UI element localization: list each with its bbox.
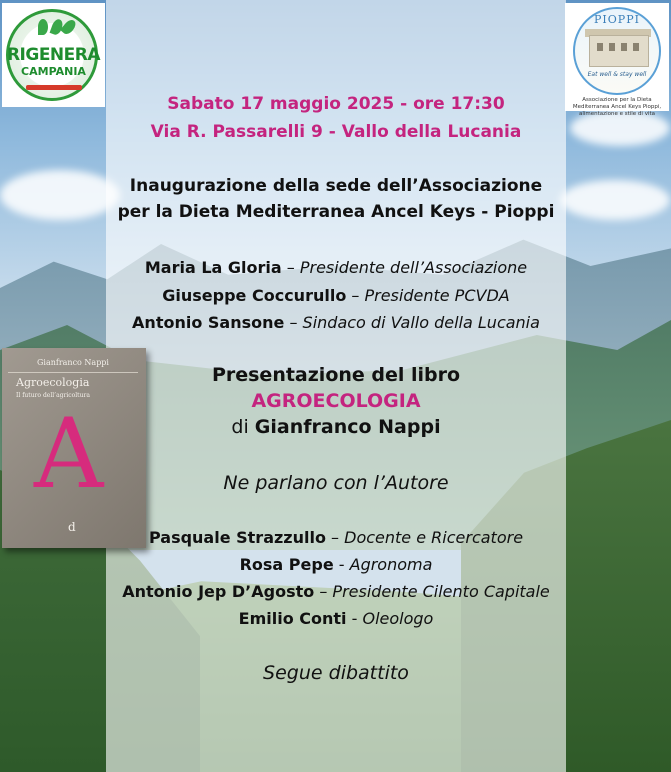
author-name: Gianfranco Nappi xyxy=(254,416,441,438)
window xyxy=(621,43,627,51)
book-cover-subtitle: Il futuro dell’agricoltura xyxy=(16,392,90,399)
speaker-separator: – xyxy=(325,528,345,547)
speaker-role: Agronoma xyxy=(349,555,433,574)
speaker-separator: – xyxy=(314,582,333,601)
book-author-line xyxy=(106,416,566,438)
speaker-separator: – xyxy=(284,313,303,332)
logo-slogan: Eat well & stay well xyxy=(587,71,647,78)
building-icon xyxy=(589,35,649,67)
cloud xyxy=(560,180,670,220)
event-address: Via R. Passarelli 9 - Vallo della Lucania xyxy=(150,122,522,142)
book-cover-rule xyxy=(8,372,138,373)
speaker-name: Antonio Sansone xyxy=(132,313,285,332)
book-title: AGROECOLOGIA xyxy=(251,390,421,412)
speaker-role: Presidente dell’Associazione xyxy=(299,258,528,277)
speaker-line xyxy=(106,555,566,574)
leaf-icon xyxy=(38,19,48,35)
speaker-role: Oleologo xyxy=(362,609,434,628)
speaker-role: Sindaco di Vallo della Lucania xyxy=(302,313,540,332)
speaker-role: Docente e Ricercatore xyxy=(344,528,524,547)
speaker-role: Presidente Cilento Capitale xyxy=(332,582,550,601)
speaker-name: Rosa Pepe xyxy=(239,555,334,574)
window xyxy=(633,43,639,51)
inauguration-line-2: per la Dieta Mediterranea Ancel Keys - Pioppi xyxy=(117,202,555,222)
book-cover-author: Gianfranco Nappi xyxy=(37,358,109,367)
cloud xyxy=(0,170,120,220)
speaker-separator: - xyxy=(333,555,350,574)
book-cover xyxy=(2,348,146,548)
logo-red-bar xyxy=(26,85,82,90)
logo-text-pioppi: PIOPPI xyxy=(594,13,640,26)
closing-note: Segue dibattito xyxy=(263,662,409,684)
speaker-name: Antonio Jep D’Agosto xyxy=(122,582,315,601)
speaker-line xyxy=(106,528,566,547)
publisher-mark: d xyxy=(68,520,76,534)
inauguration-line-1: Inaugurazione della sede dell’Associazione xyxy=(129,176,543,196)
logo-text-rigenera: RIGENERA xyxy=(6,45,101,65)
speaker-name: Maria La Gloria xyxy=(144,258,282,277)
speaker-line xyxy=(106,286,566,305)
speaker-role: Presidente PCVDA xyxy=(364,286,510,305)
pioppi-association-logo xyxy=(565,3,669,117)
speaker-name: Emilio Conti xyxy=(238,609,347,628)
logo-circle xyxy=(573,7,661,95)
discussion-intro: Ne parlano con l’Autore xyxy=(223,472,449,494)
speaker-line xyxy=(106,313,566,332)
speaker-line xyxy=(106,582,566,601)
speaker-separator: – xyxy=(346,286,365,305)
speaker-name: Pasquale Strazzullo xyxy=(148,528,326,547)
book-cover-letter: A xyxy=(34,398,104,510)
text-panel xyxy=(106,0,566,772)
speaker-name: Giuseppe Coccurullo xyxy=(162,286,347,305)
author-prefix: di xyxy=(231,416,255,438)
speaker-separator: – xyxy=(281,258,300,277)
rigenera-campania-logo xyxy=(2,3,105,107)
speaker-line xyxy=(106,609,566,628)
event-date: Sabato 17 maggio 2025 - ore 17:30 xyxy=(167,94,505,114)
speaker-separator: - xyxy=(346,609,363,628)
logo-caption: Associazione per la Dieta Mediterranea Ancel Keys Pioppi, alimentazione e stile di vita xyxy=(572,97,662,117)
window xyxy=(597,43,603,51)
window xyxy=(609,43,615,51)
presentation-heading: Presentazione del libro xyxy=(211,364,461,386)
speaker-line xyxy=(106,258,566,277)
book-cover-title: Agroecologia xyxy=(16,376,90,389)
logo-text-campania: CAMPANIA xyxy=(21,65,86,78)
